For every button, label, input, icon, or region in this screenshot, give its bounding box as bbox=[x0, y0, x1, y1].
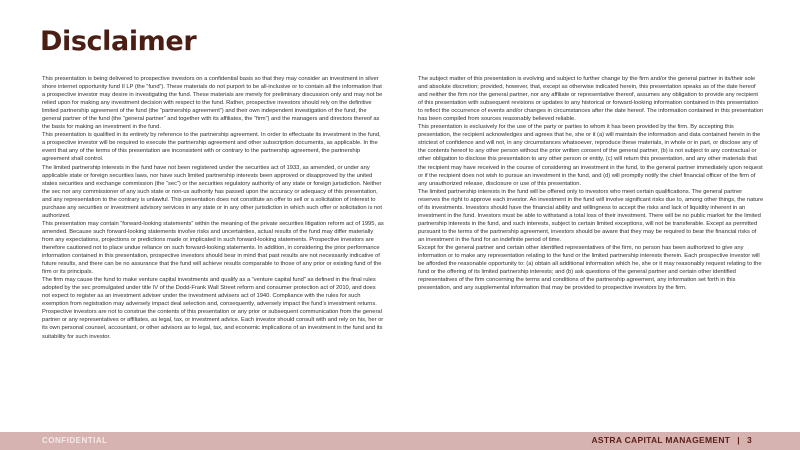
footer-separator: | bbox=[737, 435, 740, 445]
paragraph: The subject matter of this presentation is evolving and subject to further change by the firm and/or the general partner in its/their sole and absolute discretion; provided, however, that, except as otherwise indicated herein, this presentation speaks as of the date hereof and neither the firm nor the general partner, nor any affiliate or representative thereof, assumes any obligation to provide any recipient of this presentation with subsequent revisions or updates to any historical or forward-looking information contained in this presentation to reflect the occurrence of events and/or changes in circumstances after the date hereof. The information contained in this presentation has been compiled from sources reasonably believed reliable. bbox=[418, 76, 764, 123]
company-name: ASTRA CAPITAL MANAGEMENT bbox=[591, 435, 731, 445]
footer-brand bbox=[591, 435, 752, 445]
paragraph: Except for the general partner and certain other identified representatives of the firm, no person has been authorized to give any information or to make any representation relating to the fund or the limited partnership interests therein. Each prospective investor will be afforded the reasonable opportunity to: (a) obtain all additional information which he, she or it may reasonably request relating to the fund or the offering of its limited partnership interests; and (b) ask questions of the general partner and certain other identified representatives of the firm concerning the terms and conditions of the partnership agreement, any information set forth in this presentation, and any supplemental information that may be provided to prospective investors by the firm. bbox=[418, 244, 762, 292]
paragraph: This presentation is qualified in its entirety by reference to the partnership agreement. In order to effectuate its investment in the fund, a prospective investor will be required to execute the partnership agreement and other subscription documents, as applicable. In the event that any of the terms of this presentation are inconsistent with or contrary to the partnership agreement, the partnership agreement shall control. bbox=[42, 132, 381, 163]
disclaimer-left-column bbox=[42, 75, 384, 341]
paragraph: The limited partnership interests in the fund have not been registered under the securities act of 1933, as amended, or under any applicable state or foreign securities laws, nor have such limited partnership interests been approved or disapproved by the united states securities and exchange commission (the “sec”) or the securities regulatory authority of any state or foreign jurisdiction. Neither the sec nor any commissioner of any such state or non-us authority has passed upon the accuracy or adequacy of this presentation, and any representation to the contrary is unlawful. This presentation does not constitute an offer to sell or a solicitation of interest to purchase any securities or investment advisory services in any state or in any other jurisdiction in which such offer or solicitation is not authorized. bbox=[42, 164, 382, 219]
confidential-label: CONFIDENTIAL bbox=[42, 436, 108, 445]
page-title: Disclaimer bbox=[40, 26, 197, 57]
paragraph: This presentation is exclusively for the use of the party or parties to whom it has been provided by the firm. By accepting this presentation, the recipient acknowledges and agrees that he, she or it (a) will maintain the information and data contained herein in the strictest of confidence and will not, in any circumstances whatsoever, reproduce these materials, in whole or in part, or disclose any of the contents hereof to any other person without the prior written consent of the general partner, (b) is not subject to any contractual or other obligation to disclose this presentation to any other person or entity, (c) will return this presentation, and any other materials that the recipient may have received in the course of considering an investment in the fund, to the general partner immediately upon request or if the recipient does not wish to pursue an investment in the fund, and (d) will promptly notify the chief financial officer of the firm of any unauthorized release, disclosure or use of this presentation. bbox=[418, 124, 763, 187]
paragraph: The firm may cause the fund to make venture capital investments and qualify as a “venture capital fund” as defined in the final rules adopted by the sec promulgated under title IV of the Dodd-Frank Wall Street reform and consumer protection act of 2010, and does not expect to register as an investment adviser under the investment advisers act of 1940. Compliance with the rules for such exemption from registration may adversely impact deal selection and, consequently, adversely impact the fund’s investment returns. bbox=[42, 277, 377, 308]
paragraph: Prospective investors are not to construe the contents of this presentation or any prior or subsequent communication from the general partner or any representatives or affiliates, as legal, tax, or investment advice. Each investor should consult with and rely on his, her or its own personal counsel, accountant, or other advisors as to legal, tax, and economic implications of an investment in the fund and its suitability for such investor. bbox=[42, 309, 384, 340]
paragraph: The limited partnership interests in the fund will be offered only to investors who meet certain qualifications. The general partner reserves the right to approve each investor. An investment in the fund will involve significant risks due to, among other things, the nature of its investments. Investors should have the financial ability and willingness to accept the risks and lack of liquidity inherent in an investment in the fund. Investors must be able to withstand a total loss of their investment. There will be no public market for the limited partnership interests in the fund, and such interests, subject to certain limited exceptions, will not be transferable. Except as permitted pursuant to the terms of the partnership agreement, investors should be aware that they may be required to bear the financial risks of an investment in the fund for an indefinite period of time. bbox=[418, 188, 764, 243]
paragraph: This presentation may contain “forward-looking statements” within the meaning of the private securities litigation reform act of 1995, as amended. Because such forward-looking statements involve risks and uncertainties, actual results of the fund may differ materially from any expectations, projections or predictions made or implicated in such forward-looking statements. Prospective investors are therefore cautioned not to place undue reliance on such forward-looking statements. In addition, in considering the prior performance information contained in this presentation, prospective investors should bear in mind that past results are not necessarily indicative of future results, and there can be no assurance that the fund will achieve results comparable to those of any prior or existing fund of the firm or its principals. bbox=[42, 220, 384, 276]
page-number: 3 bbox=[746, 435, 752, 445]
footer-bar bbox=[0, 432, 800, 450]
paragraph: This presentation is being delivered to prospective investors on a confidential basis so that they may consider an investment in silver shore internet opportunity fund II LP (the “fund”). These materials do not purport to be all-inclusive or to contain all the information that a prospective investor may desire in investigating the fund. These materials are merely for preliminary discussion only and may not be relied upon for making any investment decision with respect to the fund. Rather, prospective investors should rely on the definitive limited partnership agreement of the fund (the “partnership agreement”) and their own independent investigation of the fund, the general partner of the fund (the “general partner” and together with its affiliates, the “firm”) and the managers and directors thereof as the basis for making an investment in the fund. bbox=[42, 76, 383, 131]
disclaimer-right-column bbox=[418, 75, 764, 292]
